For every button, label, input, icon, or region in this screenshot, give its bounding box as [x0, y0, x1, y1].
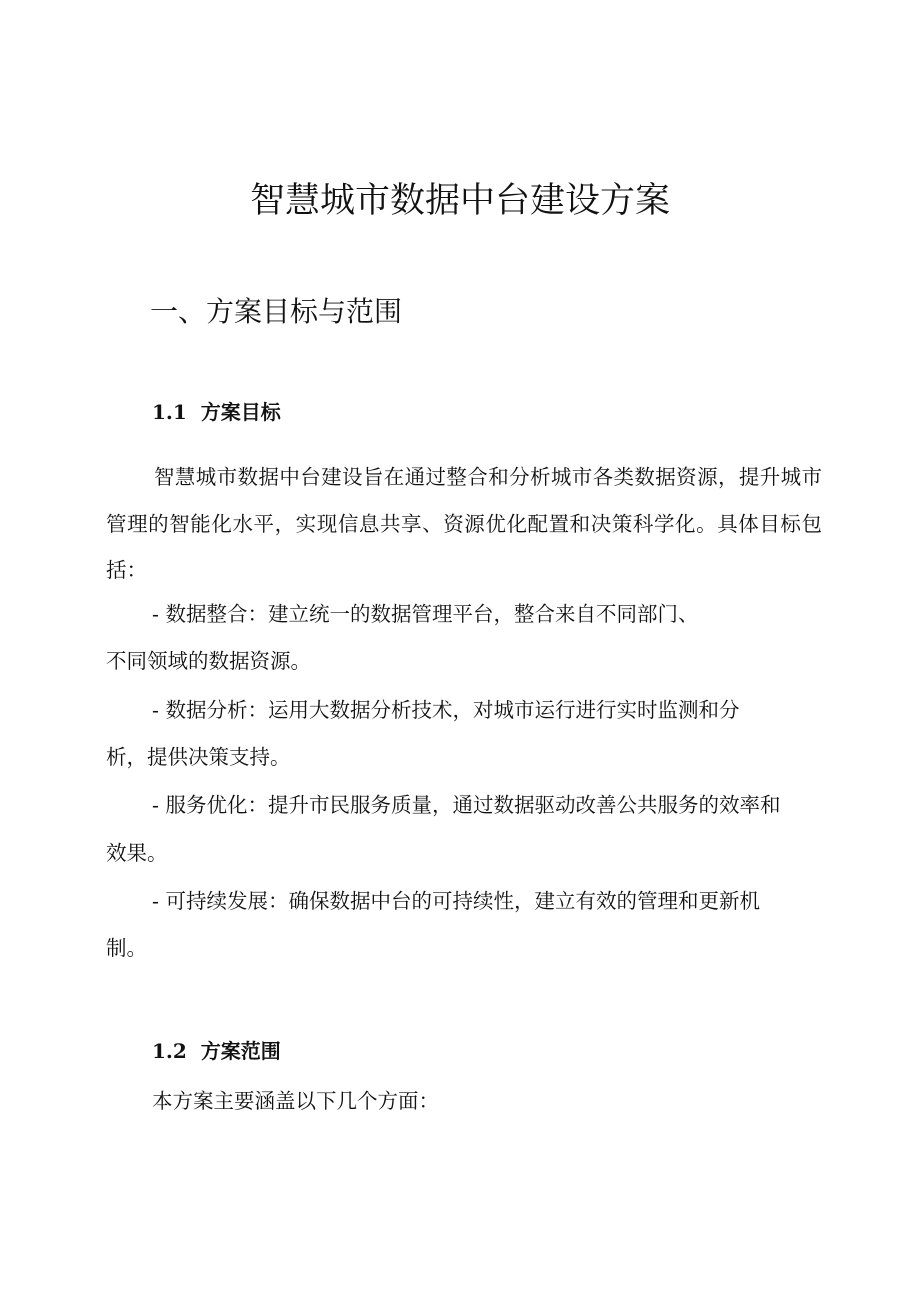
goal-item-2-line-2: 析，提供决策支持。	[106, 745, 291, 769]
scope-intro-paragraph: 本方案主要涵盖以下几个方面：	[152, 1089, 439, 1113]
subsection-title-1-1: 方案目标	[200, 400, 281, 424]
subsection-heading-1-2	[152, 1036, 281, 1066]
goal-item-4-line-1: - 可持续发展：确保数据中台的可持续性，建立有效的管理和更新机	[152, 889, 760, 913]
goal-intro-paragraph: 智慧城市数据中台建设旨在通过整合和分析城市各类数据资源，提升城市管理的智能化水平，实现信息共享、资源优化配置和决策科学化。具体目标包括：	[106, 465, 822, 582]
section-heading-1: 一、方案目标与范围	[150, 295, 403, 328]
goal-item-3-line-2: 效果。	[106, 841, 168, 865]
goal-item-1-line-2: 不同领域的数据资源。	[106, 649, 311, 673]
document-title: 智慧城市数据中台建设方案	[249, 181, 670, 221]
subsection-number-1-1: 1.1	[152, 400, 187, 424]
subsection-title-1-2: 方案范围	[200, 1039, 281, 1063]
goal-item-3-line-1: - 服务优化：提升市民服务质量，通过数据驱动改善公共服务的效率和	[152, 793, 781, 817]
goal-item-1-line-1: - 数据整合：建立统一的数据管理平台，整合来自不同部门、	[152, 602, 699, 626]
subsection-heading-1-1	[152, 397, 281, 427]
goal-item-4-line-2: 制。	[106, 936, 147, 960]
goal-item-2-line-1: - 数据分析：运用大数据分析技术，对城市运行进行实时监测和分	[152, 698, 740, 722]
subsection-number-1-2: 1.2	[152, 1039, 187, 1063]
